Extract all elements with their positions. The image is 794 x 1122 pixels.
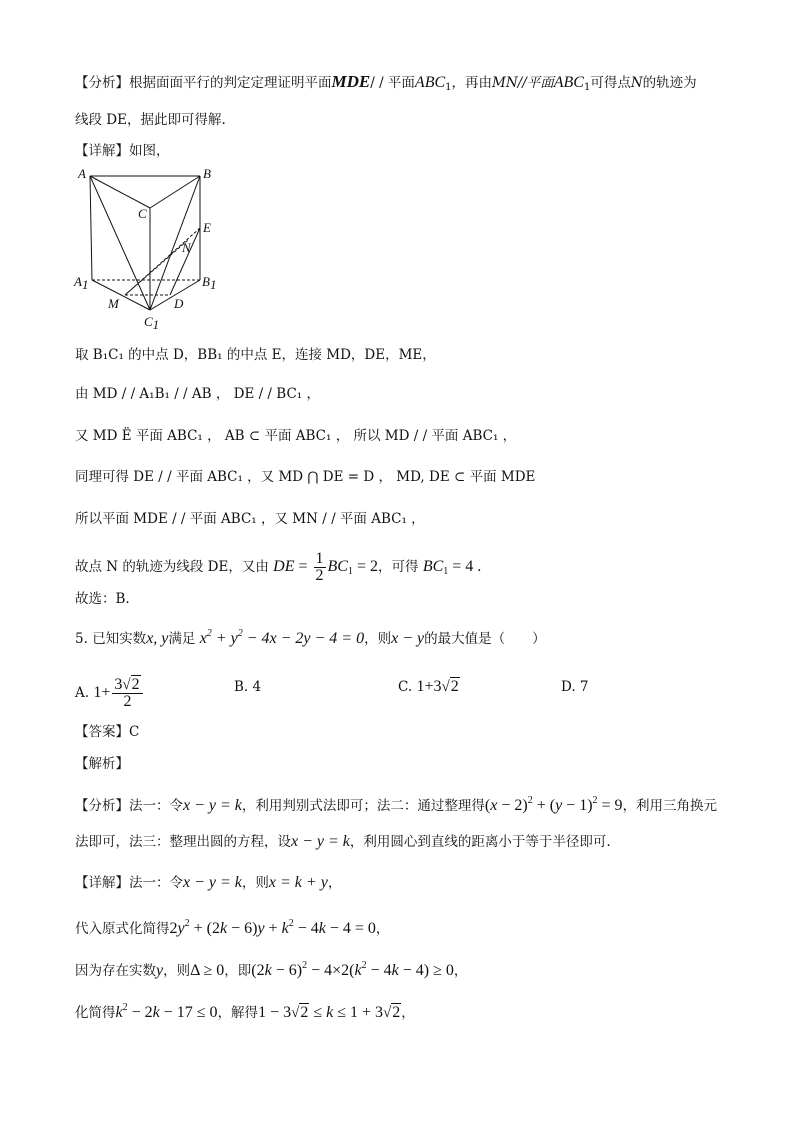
- detail-line-5: 所以平面 MDE / / 平面 ABC₁ ，又 MN / / 平面 ABC₁ ，: [75, 511, 425, 527]
- label-M: M: [108, 296, 119, 311]
- detail2-line-4: 化简得$k^2 - 2k - 17 \le 0$，解得1 − 3√2 ≤ k ≤ 1 + 3√2，: [75, 1002, 415, 1021]
- analysis-line-2: 线段 DE，据此即可得解.: [75, 112, 226, 128]
- label-A: A: [78, 166, 86, 181]
- label-C: C: [138, 206, 147, 221]
- answer-line: 【答案】C: [75, 724, 140, 740]
- detail2-line-2: 代入原式化简得$2y^2 + (2k - 6)y + k^2 - 4k - 4 = 0$，: [75, 918, 390, 937]
- detail-line-4: 同理可得 DE / / 平面 ABC₁ ，又 MD ⋂ DE = D ， MD, DE ⊂ 平面 MDE: [75, 469, 536, 485]
- formula-bc1: $BC_1 = 4$ .: [422, 558, 482, 578]
- question-5-stem: 5. 已知实数x, y满足 $x^2 + y^2 - 4x - 2y - 4 = 0$，则x − y的最大值是（ ）: [75, 628, 546, 647]
- detail-line-1: 取 B₁C₁ 的中点 D，BB₁ 的中点 E，连接 MD，DE，ME，: [75, 347, 436, 363]
- detail-line-7: 故选：B.: [75, 591, 130, 607]
- analysis2-line-1: 【分析】法一：令x − y = k，利用判别式法即可；法二：通过整理得$(x - 2)^2 + (y - 1)^2 = 9$，利用三角换元: [75, 795, 718, 814]
- formula-x-minus-y: x − y: [391, 630, 425, 647]
- solution-header: 【解析】: [75, 756, 129, 772]
- option-c[interactable]: C. 1+3√2: [398, 678, 459, 695]
- detail-header: 【详解】如图，: [75, 143, 170, 159]
- detail2-line-1: 【详解】法一：令x − y = k，则x = k + y，: [75, 874, 342, 891]
- formula-xy: x, y: [146, 630, 169, 647]
- option-b[interactable]: B. 4: [234, 679, 262, 695]
- detail-line-3: 又 MD Ë 平面 ABC₁ ， AB ⊂ 平面 ABC₁ ， 所以 MD / / 平面 ABC₁ ，: [75, 428, 517, 444]
- prism-figure: [70, 164, 230, 334]
- option-a[interactable]: A. 1+ $\frac{3√2}{2}$: [75, 677, 145, 710]
- label-A1: A1: [74, 274, 89, 292]
- option-d[interactable]: D. 7: [561, 679, 589, 695]
- detail-line-2: 由 MD / / A₁B₁ / / AB ， DE / / BC₁ ，: [75, 386, 320, 402]
- label-E: E: [203, 220, 211, 235]
- label-D: D: [174, 296, 184, 311]
- formula-circle: $x^2 + y^2 - 4x - 2y - 4 = 0$: [199, 628, 365, 647]
- analysis2-line-2: 法即可，法三：整理出圆的方程，设x − y = k，利用圆心到直线的距离小于等于半径即可.: [75, 833, 611, 850]
- formula-de: DE = $\frac{1}{2}$ $BC_1 = 2$: [273, 550, 379, 584]
- label-C1: C1: [144, 314, 160, 332]
- analysis-line-1: 【分析】根据面面平行的判定定理证明平面MDE/ / 平面$ABC_1$，再由MN//平面$ABC_1$可得点N的轨迹为: [75, 72, 697, 93]
- label-B: B: [203, 166, 211, 181]
- label-N: N: [182, 240, 191, 255]
- label-B1: B1: [202, 274, 217, 292]
- detail-line-6: 故点 N 的轨迹为线段 DE，又由 DE = $\frac{1}{2}$ $BC_1 = 2$，可得 $BC_1 = 4$ .: [75, 550, 482, 584]
- detail2-line-3: 因为存在实数y，则Δ ≥ 0，即$(2k - 6)^2 - 4\times 2(k^2 - 4k - 4) \ge 0$，: [75, 960, 468, 979]
